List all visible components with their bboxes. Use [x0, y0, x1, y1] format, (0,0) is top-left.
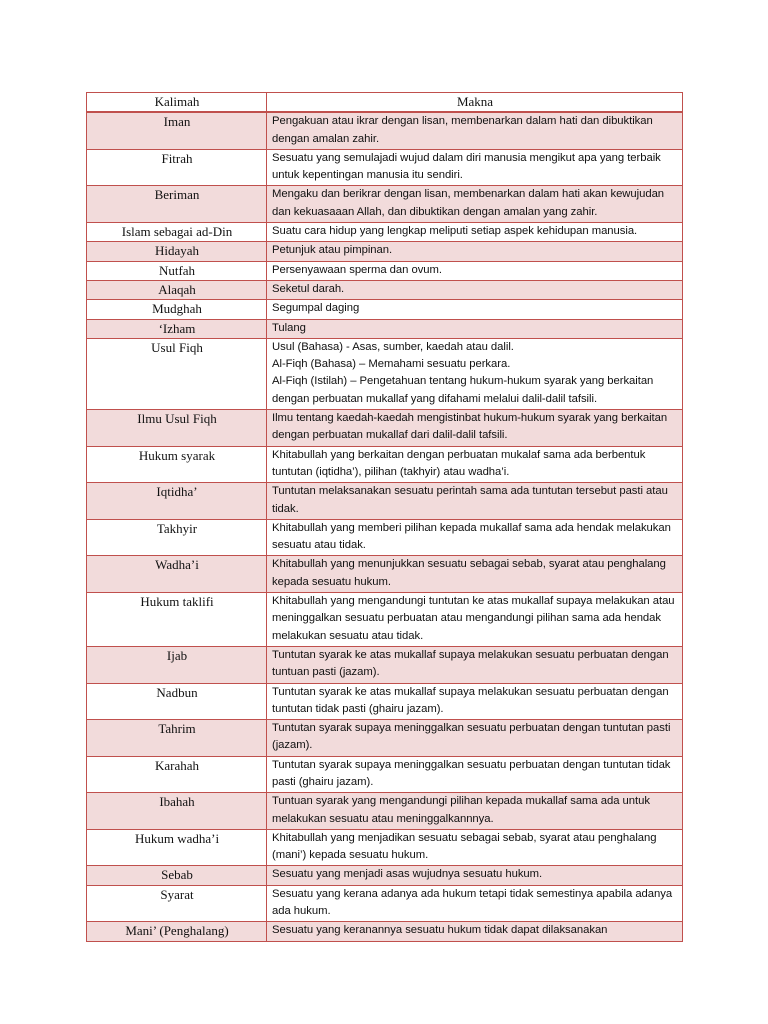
table-row [87, 793, 683, 830]
meaning-cell: Persenyawaan sperma dan ovum. [267, 261, 683, 280]
term-cell: Takhyir [87, 519, 267, 556]
term-cell: Mudghah [87, 300, 267, 319]
table-row [87, 319, 683, 338]
table-row [87, 519, 683, 556]
term-cell: Hukum wadha’i [87, 829, 267, 866]
meaning-cell: Tuntutan syarak supaya meninggalkan sesuatu perbuatan dengan tuntutan tidak pasti (ghairu jazam). [267, 756, 683, 793]
meaning-cell: Mengaku dan berikrar dengan lisan, membenarkan dalam hati akan kewujudan dan kekuasaaan Allah, dan dibuktikan dengan amalan yang zahir. [267, 186, 683, 223]
meaning-cell: Suatu cara hidup yang lengkap meliputi setiap aspek kehidupan manusia. [267, 223, 683, 242]
meaning-cell: Ilmu tentang kaedah-kaedah mengistinbat hukum-hukum syarak yang berkaitan dengan perbuatan mukallaf dari dalil-dalil tafsili. [267, 410, 683, 447]
meaning-cell: Tuntuan syarak yang mengandungi pilihan kepada mukallaf sama ada untuk melakukan sesuatu atau meninggalkannnya. [267, 793, 683, 830]
term-cell: Syarat [87, 885, 267, 922]
meaning-cell: Sesuatu yang semulajadi wujud dalam diri manusia mengikut apa yang terbaik untuk kepentingan manusia itu sendiri. [267, 149, 683, 186]
meaning-cell: Usul (Bahasa) - Asas, sumber, kaedah atau dalil. Al-Fiqh (Bahasa) – Memahami sesuatu perkara. Al-Fiqh (Istilah) – Pengetahuan tentang hukum-hukum syarak yang berkaitan dengan perbuatan mukallaf yang difahami melalui dalil-dalil tafsili. [267, 338, 683, 409]
table-row [87, 483, 683, 520]
meaning-cell: Sesuatu yang kerana adanya ada hukum tetapi tidak semestinya apabila adanya ada hukum. [267, 885, 683, 922]
term-cell: Ilmu Usul Fiqh [87, 410, 267, 447]
meaning-cell: Khitabullah yang mengandungi tuntutan ke atas mukallaf supaya melakukan atau meninggalkan sesuatu perbuatan atau mengandungi pilihan sama ada hendak melakukan sesuatu atau tidak. [267, 593, 683, 647]
table-row [87, 646, 683, 683]
meaning-cell: Sesuatu yang keranannya sesuatu hukum tidak dapat dilaksanakan [267, 922, 683, 941]
table-row [87, 261, 683, 280]
term-cell: Hukum syarak [87, 446, 267, 483]
term-cell: Nadbun [87, 683, 267, 720]
table-row [87, 683, 683, 720]
table-row [87, 593, 683, 647]
meaning-cell: Khitabullah yang menunjukkan sesuatu sebagai sebab, syarat atau penghalang kepada sesuatu hukum. [267, 556, 683, 593]
table-row [87, 186, 683, 223]
meaning-cell: Segumpal daging [267, 300, 683, 319]
table-row [87, 338, 683, 409]
term-cell: Sebab [87, 866, 267, 885]
meaning-cell: Pengakuan atau ikrar dengan lisan, membenarkan dalam hati dan dibuktikan dengan amalan zahir. [267, 112, 683, 149]
meaning-cell: Khitabullah yang menjadikan sesuatu sebagai sebab, syarat atau penghalang (mani’) kepada sesuatu hukum. [267, 829, 683, 866]
table-row [87, 280, 683, 299]
table-row [87, 922, 683, 941]
table-row [87, 756, 683, 793]
meaning-cell: Tulang [267, 319, 683, 338]
table-header-row [87, 93, 683, 113]
table-row [87, 866, 683, 885]
meaning-cell: Seketul darah. [267, 280, 683, 299]
meaning-cell: Tuntutan melaksanakan sesuatu perintah sama ada tuntutan tersebut pasti atau tidak. [267, 483, 683, 520]
term-cell: Islam sebagai ad-Din [87, 223, 267, 242]
term-cell: Tahrim [87, 720, 267, 757]
meaning-cell: Tuntutan syarak ke atas mukallaf supaya melakukan sesuatu perbuatan dengan tuntuan pasti (jazam). [267, 646, 683, 683]
table-row [87, 720, 683, 757]
column-header-meaning: Makna [267, 93, 683, 113]
term-cell: Ijab [87, 646, 267, 683]
term-cell: Iman [87, 112, 267, 149]
term-cell: Fitrah [87, 149, 267, 186]
meaning-cell: Tuntutan syarak supaya meninggalkan sesuatu perbuatan dengan tuntutan pasti (jazam). [267, 720, 683, 757]
term-cell: Alaqah [87, 280, 267, 299]
table-row [87, 300, 683, 319]
term-cell: ‘Izham [87, 319, 267, 338]
glossary-table [86, 92, 683, 942]
table-row [87, 149, 683, 186]
meaning-cell: Tuntutan syarak ke atas mukallaf supaya melakukan sesuatu perbuatan dengan tuntutan tidak pasti (ghairu jazam). [267, 683, 683, 720]
meaning-cell: Petunjuk atau pimpinan. [267, 242, 683, 261]
table-row [87, 410, 683, 447]
table-row [87, 446, 683, 483]
column-header-term: Kalimah [87, 93, 267, 113]
meaning-cell: Khitabullah yang memberi pilihan kepada mukallaf sama ada hendak melakukan sesuatu atau tidak. [267, 519, 683, 556]
table-row [87, 223, 683, 242]
term-cell: Mani’ (Penghalang) [87, 922, 267, 941]
term-cell: Nutfah [87, 261, 267, 280]
term-cell: Ibahah [87, 793, 267, 830]
term-cell: Wadha’i [87, 556, 267, 593]
table-row [87, 242, 683, 261]
term-cell: Iqtidha’ [87, 483, 267, 520]
meaning-cell: Khitabullah yang berkaitan dengan perbuatan mukalaf sama ada berbentuk tuntutan (iqtidha’), pilihan (takhyir) atau wadha’i. [267, 446, 683, 483]
table-row [87, 112, 683, 149]
term-cell: Usul Fiqh [87, 338, 267, 409]
table-row [87, 885, 683, 922]
term-cell: Beriman [87, 186, 267, 223]
term-cell: Hukum taklifi [87, 593, 267, 647]
term-cell: Karahah [87, 756, 267, 793]
table-row [87, 829, 683, 866]
term-cell: Hidayah [87, 242, 267, 261]
meaning-cell: Sesuatu yang menjadi asas wujudnya sesuatu hukum. [267, 866, 683, 885]
table-body [87, 112, 683, 941]
table-row [87, 556, 683, 593]
